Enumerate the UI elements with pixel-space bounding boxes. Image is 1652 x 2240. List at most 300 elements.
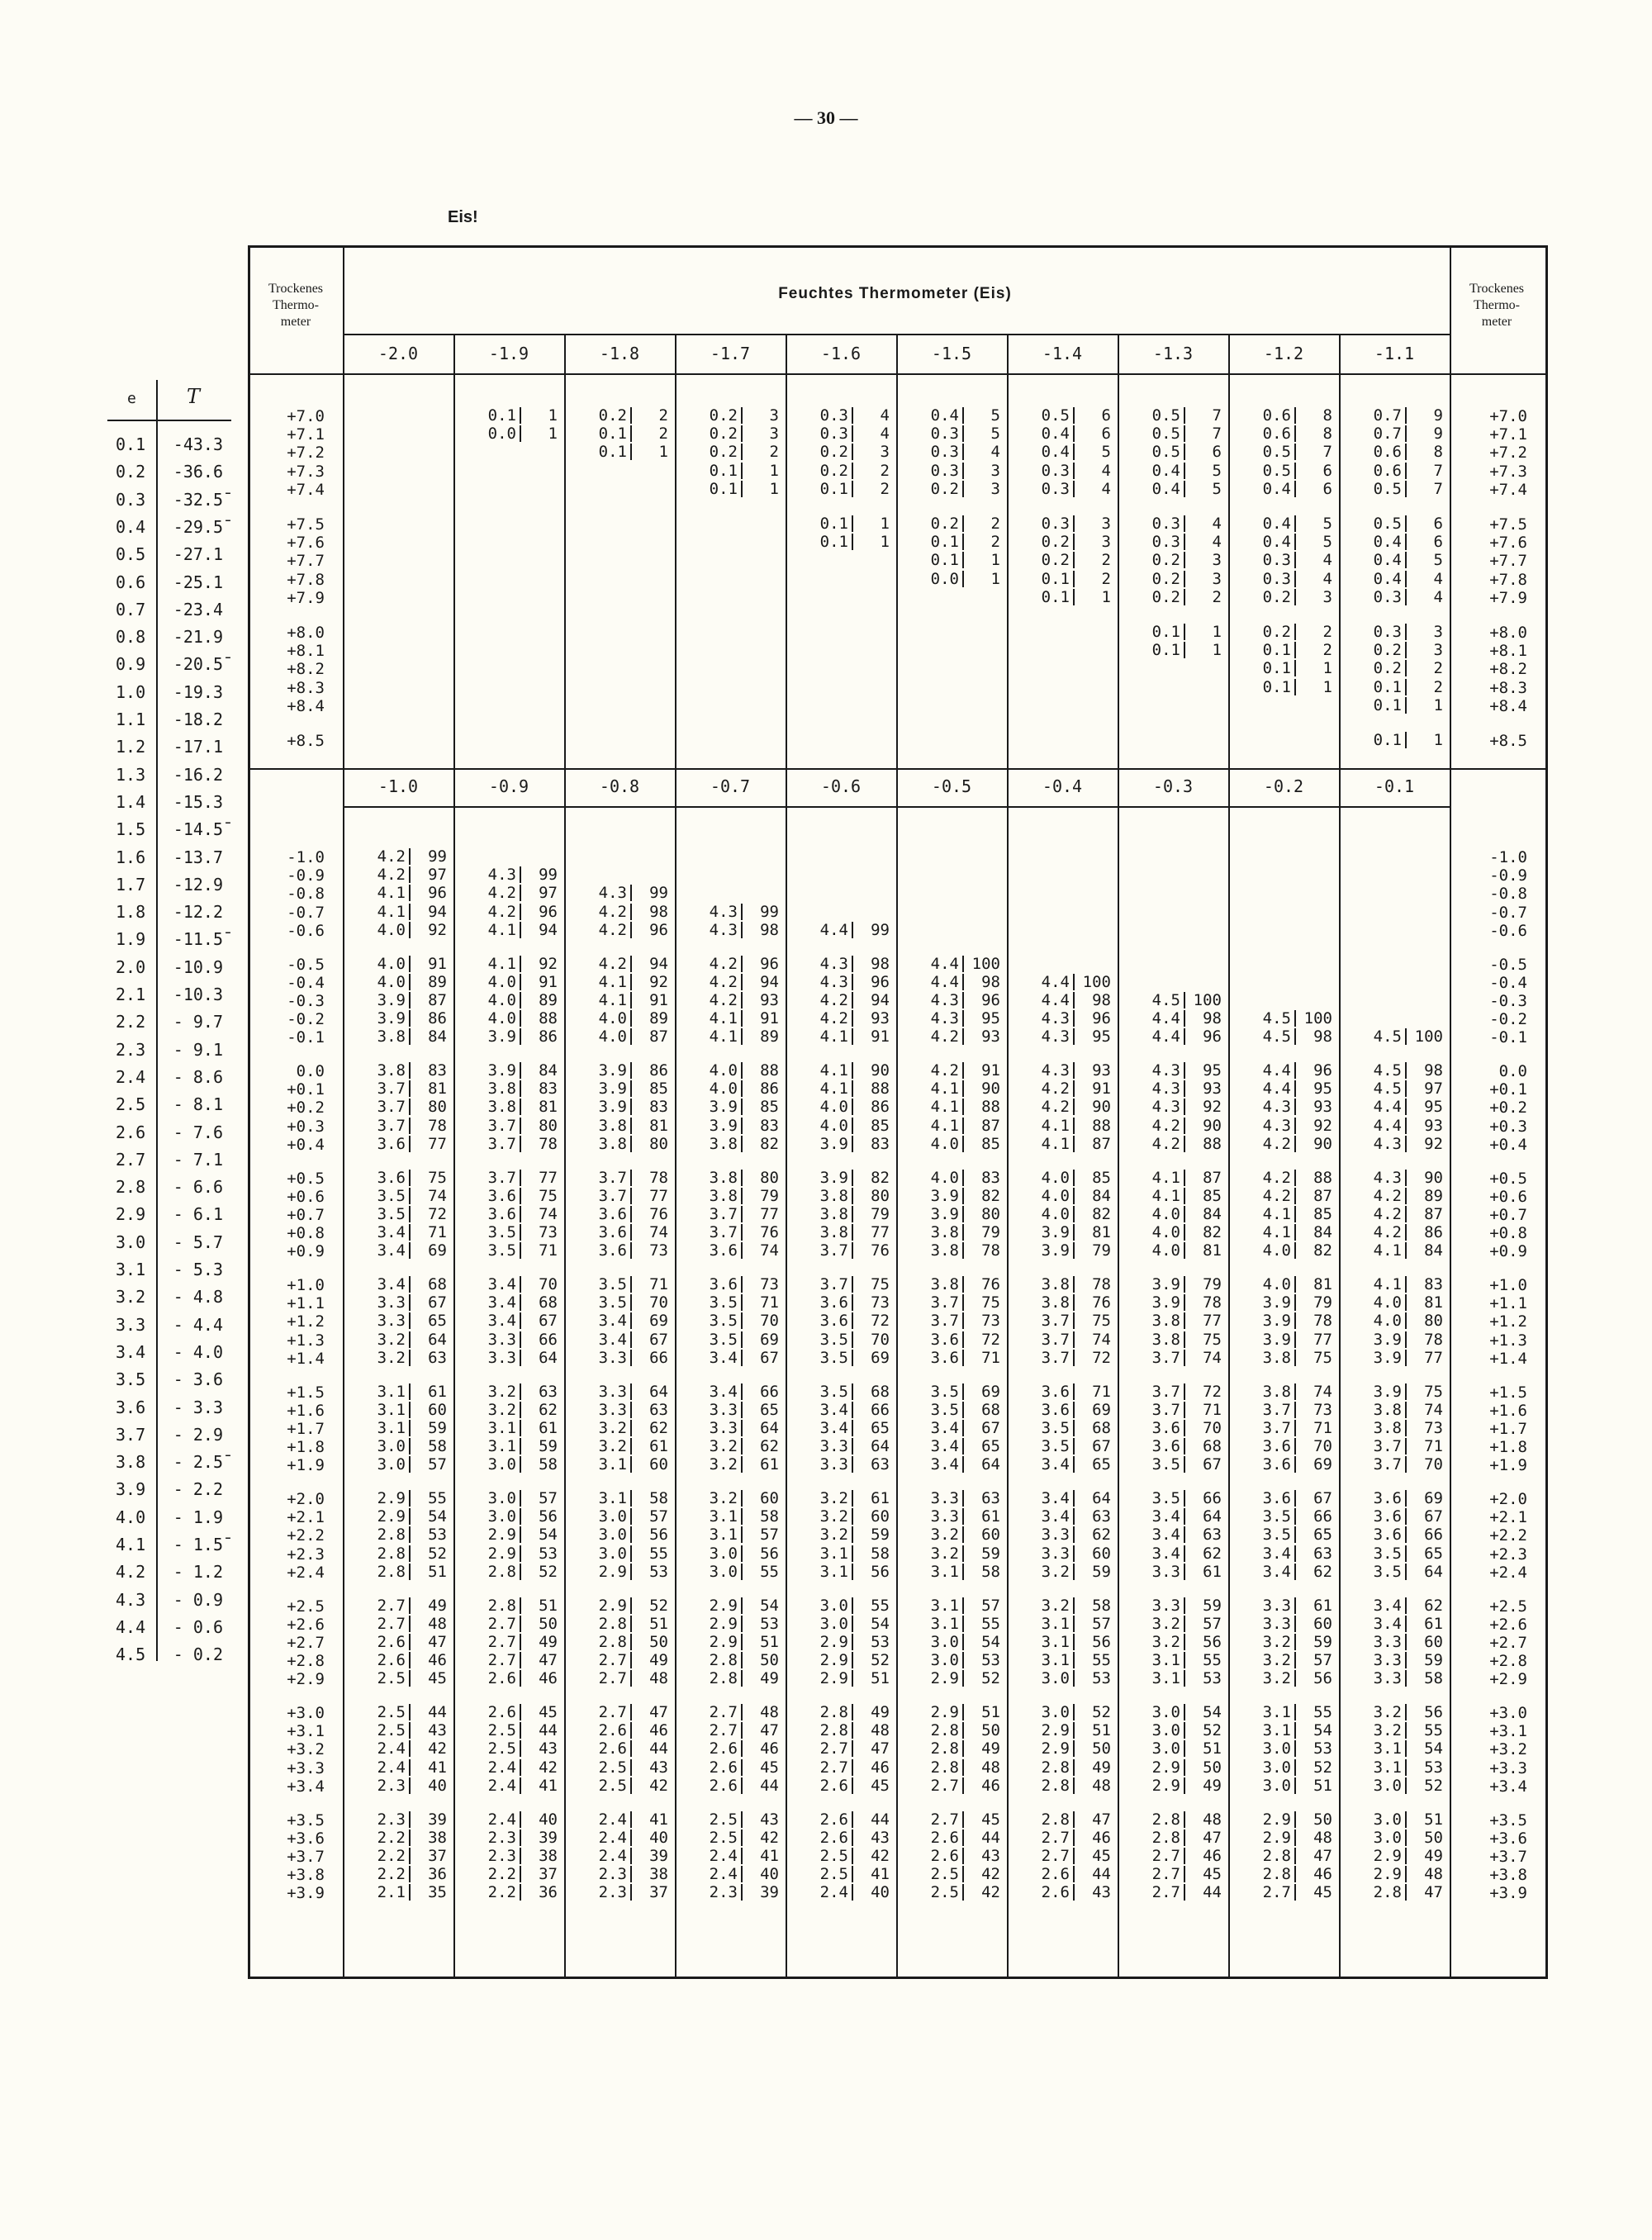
relative-humidity-value: 65 xyxy=(981,1437,1000,1456)
vapor-pressure-value: 1.6 xyxy=(116,847,146,867)
table-cell xyxy=(896,1704,1007,1722)
table-cell xyxy=(1228,1740,1339,1758)
relative-humidity-value: 37 xyxy=(539,1865,558,1884)
vapor-pressure-value: 4.2 xyxy=(1263,1188,1296,1204)
table-cell xyxy=(564,885,675,903)
table-cell xyxy=(564,1740,675,1758)
table-cell xyxy=(1339,1188,1450,1206)
table-cell xyxy=(675,1383,786,1402)
table-cell xyxy=(343,1456,453,1474)
vapor-pressure-value: 4.2 xyxy=(1152,1136,1185,1152)
table-cell xyxy=(1007,1704,1118,1722)
table-cell xyxy=(896,1490,1007,1508)
vapor-pressure-value: 0.5 xyxy=(1042,407,1075,424)
relative-humidity-value: 63 xyxy=(981,1489,1000,1507)
relative-humidity-value: 68 xyxy=(1092,1418,1111,1437)
vapor-pressure-value: 2.1 xyxy=(116,985,146,1004)
table-cell xyxy=(1228,534,1339,552)
temperature-value: - 7.6 xyxy=(173,1122,223,1142)
relative-humidity-value: 94 xyxy=(539,920,558,939)
relative-humidity-value: 58 xyxy=(428,1437,447,1456)
dry-temp-right: +0.9 xyxy=(1489,1242,1527,1261)
side-table-row xyxy=(107,1590,231,1617)
vapor-pressure-value: 3.4 xyxy=(1374,1597,1407,1614)
relative-humidity-value: 71 xyxy=(981,1348,1000,1367)
relative-humidity-value: 62 xyxy=(649,1418,668,1437)
table-cell xyxy=(1007,1383,1118,1402)
relative-humidity-value: 66 xyxy=(1313,1507,1332,1526)
relative-humidity-value: 54 xyxy=(428,1507,447,1526)
dry-temp-left: +1.0 xyxy=(287,1276,325,1294)
table-cell xyxy=(786,481,896,499)
relative-humidity-value: 62 xyxy=(539,1400,558,1419)
vapor-pressure-value: 4.3 xyxy=(488,866,521,883)
relative-humidity-value: 71 xyxy=(1313,1418,1332,1437)
table-cell xyxy=(786,1099,896,1117)
dry-temp-right: +8.2 xyxy=(1489,660,1527,679)
table-cell xyxy=(786,1634,896,1652)
side-table-row xyxy=(107,1452,231,1479)
relative-humidity-value: 71 xyxy=(1203,1400,1222,1419)
table-cell xyxy=(453,1062,564,1080)
table-cell xyxy=(343,1740,453,1758)
relative-humidity-value: 73 xyxy=(760,1275,779,1293)
vapor-pressure-value: 3.4 xyxy=(1042,1456,1075,1473)
dry-temp-right: +3.1 xyxy=(1489,1722,1527,1741)
vapor-pressure-value: 3.2 xyxy=(377,1350,411,1366)
relative-humidity-value: 84 xyxy=(1424,1241,1443,1260)
table-cell xyxy=(896,1740,1007,1758)
vapor-pressure-value: 3.3 xyxy=(1152,1564,1185,1580)
relative-humidity-value: 88 xyxy=(981,1098,1000,1117)
vapor-pressure-value: 4.1 xyxy=(931,1080,964,1097)
table-cell xyxy=(1228,1242,1339,1260)
relative-humidity-value: 84 xyxy=(539,1061,558,1080)
relative-humidity-value: 8 xyxy=(1322,425,1332,444)
vapor-pressure-value: 4.2 xyxy=(377,848,411,865)
relative-humidity-value: 66 xyxy=(1424,1526,1443,1545)
vapor-pressure-value: 2.4 xyxy=(599,1848,632,1864)
table-cell xyxy=(1339,589,1450,607)
vapor-pressure-value: 4.5 xyxy=(116,1644,146,1665)
relative-humidity-value: 39 xyxy=(760,1883,779,1902)
dry-temp-left: +7.4 xyxy=(287,480,325,499)
table-cell xyxy=(564,1564,675,1582)
relative-humidity-value: 83 xyxy=(428,1061,447,1080)
table-cell xyxy=(1007,1722,1118,1740)
vapor-pressure-value: 4.0 xyxy=(377,974,411,990)
table-cell xyxy=(896,1136,1007,1154)
side-table-row xyxy=(107,1425,231,1452)
vapor-pressure-value: 3.5 xyxy=(1374,1545,1407,1562)
relative-humidity-value: 1 xyxy=(1433,730,1443,749)
temperature-value: -16.2 xyxy=(173,764,223,785)
vapor-pressure-value: 2.7 xyxy=(1152,1848,1185,1864)
table-cell xyxy=(1118,1866,1228,1884)
vapor-pressure-value: 3.1 xyxy=(931,1597,964,1614)
vapor-pressure-value: 0.5 xyxy=(1263,463,1296,479)
vapor-pressure-value: 0.1 xyxy=(116,434,146,454)
table-cell xyxy=(675,1242,786,1260)
vapor-pressure-value: 2.6 xyxy=(488,1670,521,1687)
vapor-pressure-value: 3.4 xyxy=(599,1331,632,1348)
temperature-value: -36.6 xyxy=(173,462,223,482)
temperature-value: -20.5̄ xyxy=(173,654,223,675)
vapor-pressure-value: 3.3 xyxy=(377,1294,411,1311)
vapor-pressure-value: 3.2 xyxy=(710,1456,743,1473)
vapor-pressure-value: 3.7 xyxy=(1042,1331,1075,1348)
vapor-pressure-value: 3.1 xyxy=(377,1402,411,1418)
relative-humidity-value: 79 xyxy=(871,1204,890,1223)
relative-humidity-value: 95 xyxy=(1424,1098,1443,1117)
relative-humidity-value: 63 xyxy=(428,1348,447,1367)
dry-temp-right: +8.3 xyxy=(1489,678,1527,697)
vapor-pressure-value: 3.3 xyxy=(599,1402,632,1418)
table-cell xyxy=(896,1597,1007,1616)
vapor-pressure-value: 3.6 xyxy=(377,1136,411,1152)
table-cell xyxy=(343,1402,453,1420)
table-cell xyxy=(343,1224,453,1242)
table-cell xyxy=(453,1811,564,1829)
vapor-pressure-value: 3.0 xyxy=(377,1438,411,1455)
vapor-pressure-value: 2.9 xyxy=(1263,1811,1296,1828)
vapor-pressure-value: 2.2 xyxy=(488,1884,521,1901)
relative-humidity-value: 64 xyxy=(871,1437,890,1456)
relative-humidity-value: 71 xyxy=(1424,1437,1443,1456)
vapor-pressure-value: 2.9 xyxy=(1374,1848,1407,1864)
relative-humidity-value: 73 xyxy=(981,1312,1000,1331)
relative-humidity-value: 75 xyxy=(981,1293,1000,1312)
vapor-pressure-value: 4.0 xyxy=(820,1099,853,1115)
relative-humidity-value: 80 xyxy=(760,1168,779,1187)
relative-humidity-value: 67 xyxy=(760,1348,779,1367)
relative-humidity-value: 77 xyxy=(871,1223,890,1242)
table-cell xyxy=(1228,660,1339,678)
relative-humidity-value: 90 xyxy=(981,1080,1000,1099)
relative-humidity-value: 98 xyxy=(1313,1027,1332,1046)
table-cell xyxy=(453,1759,564,1777)
relative-humidity-value: 5 xyxy=(990,425,1000,444)
vapor-pressure-value: 4.1 xyxy=(820,1080,853,1097)
relative-humidity-value: 74 xyxy=(428,1186,447,1205)
vapor-pressure-value: 2.8 xyxy=(1042,1759,1075,1776)
table-cell xyxy=(675,1080,786,1099)
dry-temp-left: +0.4 xyxy=(287,1135,325,1154)
dry-temp-right: +7.4 xyxy=(1489,480,1527,499)
vapor-pressure-value: 3.6 xyxy=(710,1276,743,1293)
table-cell xyxy=(896,956,1007,974)
vapor-pressure-value: 3.5 xyxy=(710,1312,743,1329)
table-cell xyxy=(1007,1508,1118,1526)
table-cell xyxy=(453,1616,564,1634)
vapor-pressure-value: 2.8 xyxy=(1042,1811,1075,1828)
relative-humidity-value: 43 xyxy=(760,1810,779,1829)
table-cell xyxy=(896,1829,1007,1848)
relative-humidity-value: 75 xyxy=(539,1186,558,1205)
vapor-pressure-value: 3.8 xyxy=(710,1188,743,1204)
vapor-pressure-value: 3.1 xyxy=(710,1526,743,1543)
relative-humidity-value: 3 xyxy=(1212,551,1222,570)
table-cell xyxy=(1339,515,1450,534)
vapor-pressure-value: 2.9 xyxy=(377,1490,411,1507)
table-cell xyxy=(343,1080,453,1099)
relative-humidity-value: 95 xyxy=(1092,1027,1111,1046)
relative-humidity-value: 35 xyxy=(428,1883,447,1902)
dry-temp-right: +2.9 xyxy=(1489,1670,1527,1689)
relative-humidity-value: 42 xyxy=(649,1776,668,1795)
side-table-row xyxy=(107,1094,231,1122)
table-cell xyxy=(896,1080,1007,1099)
vapor-pressure-value: 3.6 xyxy=(488,1206,521,1222)
relative-humidity-value: 98 xyxy=(1092,990,1111,1009)
dry-temp-right: -0.3 xyxy=(1489,991,1527,1010)
table-cell xyxy=(564,1170,675,1188)
temperature-value: -11.5̄ xyxy=(173,929,223,950)
relative-humidity-value: 63 xyxy=(1203,1526,1222,1545)
vapor-pressure-value: 4.2 xyxy=(599,904,632,920)
table-cell xyxy=(1228,1350,1339,1368)
relative-humidity-value: 72 xyxy=(981,1330,1000,1349)
table-cell xyxy=(675,1508,786,1526)
relative-humidity-value: 67 xyxy=(428,1293,447,1312)
dry-temp-right: +7.3 xyxy=(1489,462,1527,481)
relative-humidity-value: 69 xyxy=(428,1241,447,1260)
relative-humidity-value: 75 xyxy=(1313,1348,1332,1367)
vapor-pressure-value: 0.4 xyxy=(1263,481,1296,497)
relative-humidity-value: 47 xyxy=(871,1739,890,1758)
relative-humidity-value: 55 xyxy=(649,1544,668,1563)
relative-humidity-value: 98 xyxy=(760,920,779,939)
table-cell xyxy=(1118,1722,1228,1740)
table-cell xyxy=(896,1616,1007,1634)
relative-humidity-value: 3 xyxy=(769,406,779,425)
relative-humidity-value: 93 xyxy=(871,1009,890,1028)
vapor-pressure-value: 3.5 xyxy=(488,1224,521,1241)
relative-humidity-value: 72 xyxy=(428,1204,447,1223)
relative-humidity-value: 66 xyxy=(539,1330,558,1349)
relative-humidity-value: 40 xyxy=(760,1865,779,1884)
vapor-pressure-value: 2.7 xyxy=(931,1811,964,1828)
dry-temp-left: +3.7 xyxy=(287,1847,325,1866)
vapor-pressure-value: 4.2 xyxy=(116,1562,146,1583)
vapor-pressure-value: 4.3 xyxy=(116,1589,146,1610)
vapor-pressure-value: 4.3 xyxy=(1152,1062,1185,1079)
vapor-pressure-value: 3.7 xyxy=(710,1206,743,1222)
side-table-row xyxy=(107,902,231,929)
vapor-pressure-value: 3.8 xyxy=(1152,1312,1185,1329)
table-cell xyxy=(453,1634,564,1652)
temperature-value: - 9.7 xyxy=(173,1012,223,1032)
table-cell xyxy=(675,1564,786,1582)
relative-humidity-value: 39 xyxy=(428,1810,447,1829)
vapor-pressure-value: 1.3 xyxy=(116,764,146,785)
vapor-pressure-value: 3.0 xyxy=(1152,1740,1185,1757)
relative-humidity-value: 57 xyxy=(428,1455,447,1474)
relative-humidity-value: 64 xyxy=(981,1455,1000,1474)
table-cell xyxy=(1339,732,1450,750)
table-cell xyxy=(675,1028,786,1046)
table-cell xyxy=(1118,552,1228,570)
table-cell xyxy=(1339,1206,1450,1224)
relative-humidity-value: 94 xyxy=(428,902,447,921)
vapor-pressure-value: 3.0 xyxy=(599,1508,632,1525)
vapor-pressure-value: 1.0 xyxy=(116,681,146,702)
vapor-pressure-value: 3.0 xyxy=(1374,1829,1407,1846)
table-cell xyxy=(1118,463,1228,481)
vapor-pressure-value: 1.8 xyxy=(116,902,146,923)
dry-temp-left: +1.1 xyxy=(287,1294,325,1313)
table-cell xyxy=(564,1312,675,1331)
dry-temp-left: +2.8 xyxy=(287,1652,325,1671)
table-cell xyxy=(675,1402,786,1420)
dry-temp-left: +2.9 xyxy=(287,1670,325,1689)
relative-humidity-value: 52 xyxy=(1092,1703,1111,1721)
dry-temp-right: +0.4 xyxy=(1489,1135,1527,1154)
side-table-row xyxy=(107,1398,231,1425)
table-cell xyxy=(896,1118,1007,1136)
relative-humidity-value: 83 xyxy=(981,1168,1000,1187)
relative-humidity-value: 53 xyxy=(760,1614,779,1633)
vapor-pressure-value: 3.8 xyxy=(1152,1331,1185,1348)
dry-temp-right: +7.1 xyxy=(1489,425,1527,444)
vapor-pressure-value: 0.8 xyxy=(116,627,146,648)
relative-humidity-value: 51 xyxy=(1424,1810,1443,1829)
relative-humidity-value: 83 xyxy=(649,1098,668,1117)
relative-humidity-value: 2 xyxy=(990,515,1000,533)
relative-humidity-value: 99 xyxy=(539,866,558,885)
table-cell xyxy=(564,1759,675,1777)
relative-humidity-value: 70 xyxy=(760,1312,779,1331)
dry-temp-left: +7.9 xyxy=(287,588,325,607)
relative-humidity-value: 3 xyxy=(1322,587,1332,606)
relative-humidity-value: 40 xyxy=(428,1776,447,1795)
relative-humidity-value: 1 xyxy=(769,461,779,480)
table-cell xyxy=(786,992,896,1010)
side-table-row xyxy=(107,654,231,681)
vapor-pressure-value: 3.8 xyxy=(931,1242,964,1259)
dry-temp-right: +2.7 xyxy=(1489,1633,1527,1652)
vapor-pressure-value: 0.5 xyxy=(1374,515,1407,532)
relative-humidity-value: 92 xyxy=(428,920,447,939)
vapor-pressure-value: 0.1 xyxy=(1374,732,1407,748)
vapor-pressure-value: 2.9 xyxy=(1152,1777,1185,1794)
dry-temp-left: +7.3 xyxy=(287,462,325,481)
vapor-pressure-value: 0.2 xyxy=(710,425,743,442)
table-cell xyxy=(786,1331,896,1350)
vapor-pressure-value: 3.4 xyxy=(488,1276,521,1293)
vapor-pressure-value: 3.3 xyxy=(931,1490,964,1507)
relative-humidity-value: 88 xyxy=(1313,1168,1332,1187)
table-cell xyxy=(1118,589,1228,607)
vapor-pressure-value: 3.8 xyxy=(1263,1383,1296,1400)
table-cell xyxy=(343,1276,453,1294)
vapor-pressure-value: 3.0 xyxy=(1042,1704,1075,1720)
table-cell xyxy=(675,1759,786,1777)
relative-humidity-value: 59 xyxy=(871,1526,890,1545)
relative-humidity-value: 61 xyxy=(539,1418,558,1437)
relative-humidity-value: 75 xyxy=(1424,1382,1443,1401)
vapor-pressure-value: 0.5 xyxy=(1374,481,1407,497)
vapor-pressure-value: 4.5 xyxy=(1263,1028,1296,1045)
relative-humidity-value: 100 xyxy=(1414,1027,1443,1046)
table-cell xyxy=(1228,1402,1339,1420)
table-cell xyxy=(564,1884,675,1902)
table-cell xyxy=(343,1294,453,1312)
vapor-pressure-value: 3.4 xyxy=(1152,1508,1185,1525)
relative-humidity-value: 42 xyxy=(981,1865,1000,1884)
table-cell xyxy=(786,425,896,444)
relative-humidity-value: 41 xyxy=(649,1810,668,1829)
vapor-pressure-value: 2.6 xyxy=(1042,1884,1075,1901)
relative-humidity-value: 3 xyxy=(880,443,890,462)
dry-temp-right: +7.0 xyxy=(1489,407,1527,425)
relative-humidity-value: 57 xyxy=(1313,1651,1332,1670)
vapor-pressure-value: 3.3 xyxy=(1374,1670,1407,1687)
vapor-pressure-value: 3.6 xyxy=(1374,1526,1407,1543)
dry-temp-right: +3.4 xyxy=(1489,1777,1527,1796)
vapor-pressure-value: 4.3 xyxy=(820,956,853,972)
vapor-pressure-value: 0.7 xyxy=(1374,407,1407,424)
relative-humidity-value: 100 xyxy=(971,954,1000,973)
table-cell xyxy=(675,1350,786,1368)
relative-humidity-value: 59 xyxy=(428,1418,447,1437)
table-cell xyxy=(896,515,1007,534)
vapor-pressure-value: 4.0 xyxy=(1042,1206,1075,1222)
relative-humidity-value: 56 xyxy=(1203,1632,1222,1651)
vapor-pressure-value: 3.4 xyxy=(1263,1564,1296,1580)
relative-humidity-value: 76 xyxy=(871,1241,890,1260)
table-cell xyxy=(343,1099,453,1117)
dry-temp-right: +3.6 xyxy=(1489,1829,1527,1848)
vapor-pressure-value: 4.0 xyxy=(488,1010,521,1027)
relative-humidity-value: 52 xyxy=(1313,1758,1332,1777)
vapor-pressure-value: 0.1 xyxy=(820,515,853,532)
temperature-value: -14.5̄ xyxy=(173,819,223,840)
dry-temp-right: +7.7 xyxy=(1489,552,1527,571)
relative-humidity-value: 68 xyxy=(428,1275,447,1293)
vapor-pressure-value: 3.1 xyxy=(599,1490,632,1507)
vapor-pressure-value: 3.3 xyxy=(1152,1597,1185,1614)
relative-humidity-value: 1 xyxy=(1433,695,1443,714)
dry-temp-right: +8.0 xyxy=(1489,624,1527,642)
table-cell xyxy=(343,1062,453,1080)
vapor-pressure-value: 3.0 xyxy=(377,1456,411,1473)
wet-temp-column-header: -1.0 xyxy=(377,776,419,796)
side-table-row xyxy=(107,1067,231,1094)
relative-humidity-value: 67 xyxy=(1203,1455,1222,1474)
vapor-pressure-value: 4.3 xyxy=(1042,1010,1075,1027)
relative-humidity-value: 68 xyxy=(871,1382,890,1401)
table-cell xyxy=(786,1242,896,1260)
dry-temp-right: +7.2 xyxy=(1489,444,1527,463)
vapor-pressure-value: 3.0 xyxy=(710,1564,743,1580)
relative-humidity-value: 39 xyxy=(539,1828,558,1847)
dry-temp-left: +7.6 xyxy=(287,534,325,553)
table-cell xyxy=(1228,1597,1339,1616)
table-cell xyxy=(1339,1670,1450,1688)
vapor-pressure-value: 3.6 xyxy=(488,1188,521,1204)
vapor-pressure-value: 3.1 xyxy=(931,1564,964,1580)
relative-humidity-value: 8 xyxy=(1433,443,1443,462)
vapor-pressure-value: 3.5 xyxy=(820,1331,853,1348)
vapor-pressure-value: 3.0 xyxy=(1374,1777,1407,1794)
vapor-pressure-value: 0.2 xyxy=(1152,571,1185,587)
relative-humidity-value: 74 xyxy=(1203,1348,1222,1367)
relative-humidity-value: 89 xyxy=(1424,1186,1443,1205)
vapor-pressure-value: 0.1 xyxy=(1263,679,1296,695)
relative-humidity-value: 84 xyxy=(1313,1223,1332,1242)
vapor-pressure-value: 3.2 xyxy=(599,1438,632,1455)
